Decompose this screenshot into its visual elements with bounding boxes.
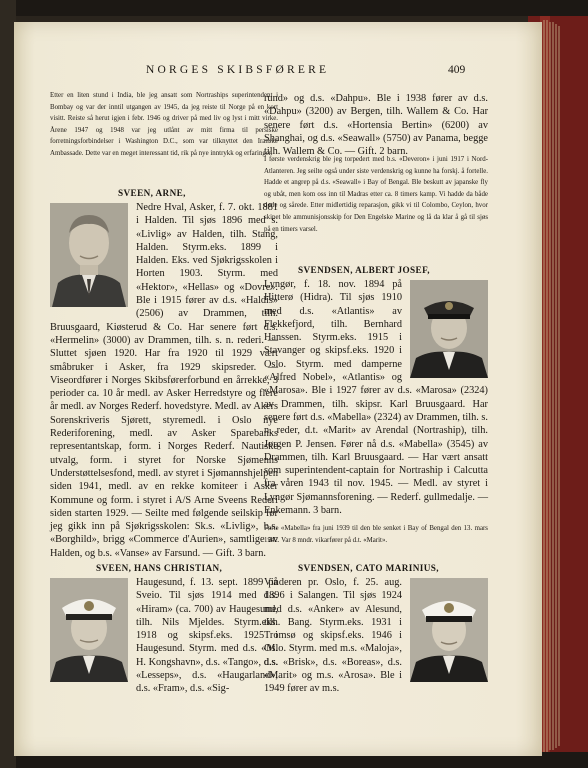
entry-sveen-arne: [50, 201, 278, 559]
entry-heading-sveen-hans: SVEEN, HANS CHRISTIAN,: [96, 563, 223, 573]
intro-text: Etter en liten stund i India, ble jeg ansatt som Nortraships superintendent i Bombay og var der inntil utgangen av 1945, da jeg reiste til Norge på en kort visitt. Reiste så herut igjen i febr. 1946 og driver på med liv og lyst i mitt virke. Årene 1947 og 1948 var jeg utlånt av mitt firma til persiske forretningsforbindelser i Washington D.C., som var tilknyttet den Iranske Ambassade. Dette var en meget interessant tid, rik på nye inntrykk og erfaringer.: [50, 92, 278, 157]
entry-svendsen-cato: [264, 576, 488, 696]
portrait-svendsen-albert: [410, 280, 488, 378]
portrait-svendsen-cato: [410, 578, 488, 682]
right-top-text: rund» og d.s. «Dahpu». Ble i 1938 fører av d.s. «Dahpu» (3200) av Bergen, tilh. Wallem & Co. Har senere ført d.s. «Hortensia Bertin» (6200) av Shanghai, og d.s. «Seawall» (5750) av Panama, begge tilh. Wallem & Co. — Gift. 2 barn.: [264, 93, 488, 158]
portrait-sveen-arne: [50, 203, 128, 307]
entry-text-sveen-arne: Nedre Hval, Asker, f. 7. okt. 1881 i Halden. Til sjøs 1896 med s. «Livlig» av Halden, tilh. Stang, Halden. Styrm.eks. 1899 i Halden. Eks. ved Sjøkrigsskolen i Horten 1903. Styrm. med «Hektor», «Hellas» og «Dovre». Ble i 1915 fører av d.s. «Haldis» (2506) av Drammen, tilh. Bruusgaard, Kiøsterud & Co. Har senere ført d.s. «Hermelin» (3000) av Drammen, tilh. s. n. rederi. — Sluttet sjøen 1920. Har fra 1920 til 1929 vært småbruker i Asker, fra 1929 skipsreder. — Viseordfører i Norges Skibsførerforbund en årrekke, 3 perioder ca. 10 år medl. av Asker Herredstyre og flere år medl. av Norges Rederf. hovedstyre. Medl. av Akers Sorenskriveris Sjørett, styremedl. i Oslo nye Rederiforening, medl. av Asker Sparebanks representantskap, form. i Norges Rederf. Nautiske utvalg, form. i styret for Norske Sjømenns Understøttelsesfond, medl. av styret i Sjømannshjelpen siden 1941, medl. av en rekke komiteer i Asker Kommune og form. i styret i A/S Arne Sveens Rederi siden starten 1929. — Seilte med følgende seilskip før jeg gikk inn på Sjøkrigsskolen: Sk.s. «Livlig», b.s. «Borghild», brigg «Commerce d'Aurien», samtlige av Halden, og b.s. «Vanse» av Farsund. — Gift. 3 barn.: [50, 202, 278, 559]
entry-text-svendsen-albert: Lyngør, f. 18. nov. 1894 på Hitterø (Hidra). Til sjøs 1910 med d.s. «Atlantis» av Flekkefjord, tilh. Bernhard Hanssen. Styrm.eks. 1915 i Stavanger og skipsf.eks. 1920 i Oslo. Styrm. med damperne «Alfred Nobel», «Atlantis» og «Marosa». Ble i 1927 fører av d.s. «Marosa» (2324) av Drammen, tilh. skipsr. Karl Bruusgaard. Har senere ført d.s. «Mabella» (2324) av Drammen, tilh. s. n. reder, d.t. «Marit» av Arendal (Nortraship), tilh. Jørgen P. Jensen. Fører nå d.s. «Mabella» (3545) av Drammen, tilh. Karl Bruusgaard. — Har vært ansatt som superintendent-captain for Nortraship i Calcutta fra våren 1943 til nov. 1945. — Medl. av styret i Lyngør Sjømannsforening. — Rederf. gullmedalje. — Enkemann. 3 barn.: [264, 279, 488, 517]
page-number: 409: [448, 64, 466, 76]
portrait-sveen-hans: [50, 578, 128, 682]
portrait-photo-icon: [410, 280, 488, 378]
entry-heading-sveen-arne: SVEEN, ARNE,: [118, 188, 186, 198]
entry-sveen-hans: [50, 576, 278, 696]
portrait-photo-icon: [50, 578, 128, 682]
entry-text-sveen-hans: Haugesund, f. 13. sept. 1899 på Sveio. Til sjøs 1914 med d.s. «Hiram» (ca. 700) av Haugesund, tilh. Nils Mjeldes. Styrm.eks. 1918 og skipsf.eks. 1925 i Haugesund. Styrm. med d.s. «M. H. Kongshavn», d.s. «Tango», d.s. «Lesseps», d.s. «Haugarland», d.s. «Fram», d.s. «Sig-: [136, 577, 278, 695]
continuation-sveen-hans: [264, 92, 488, 158]
intro-paragraph: [50, 90, 278, 160]
right-small-text: I første verdenskrig ble jeg torpedert med b.s. «Deveron» i juni 1917 i Nord-Atlanteren. Jeg seilte også under siste verdenskrig og kunne ha forskj. å fortelle. Hadde et angrep på d.s. «Seawall» i Bay of Bengal. Ble beskutt av japanske fly og ubåt, men kom oss inn til Madras etter ca. 8 timers kamp. Vi hadde da både døde og sårede. Etter midlertidig reparasjon, gikk vi til Colombo, Ceylon, hvor skipet ble ammunisjonsskip for Den Engelske Marine og lå da klar å gå til sjøs på en timers varsel.: [264, 156, 488, 233]
running-header: NORGES SKIBSFØRERE: [146, 64, 330, 76]
entry-heading-svendsen-albert: SVENDSEN, ALBERT JOSEF,: [298, 265, 430, 275]
war-story-paragraph: [264, 154, 488, 235]
entry-text-svendsen-cato: Vinderen pr. Oslo, f. 25. aug. 1896 i Salangen. Til sjøs 1924 med d.s. «Anker» av Alesund, tilh. Bang. Styrm.eks. 1931 i Tromsø og skipsf.eks. 1946 i Oslo. Styrm. med m.s. «Maloja», d.s. «Brisk», d.s. «Boreas», d.s. «Marit» og m.s. «Arosa». Ble i 1949 fører av m.s.: [264, 577, 402, 695]
portrait-photo-icon: [50, 203, 128, 307]
entry-svendsen-albert: [264, 278, 488, 547]
portrait-photo-icon: [410, 578, 488, 682]
entry-heading-svendsen-cato: SVENDSEN, CATO MARINIUS,: [298, 563, 439, 573]
entry-note-svendsen-albert: Førte «Mabella» fra juni 1939 til den ble senket i Bay of Bengal den 13. mars 1942. Var 8 mndr. vikarfører på d.t. «Marit».: [264, 525, 488, 544]
